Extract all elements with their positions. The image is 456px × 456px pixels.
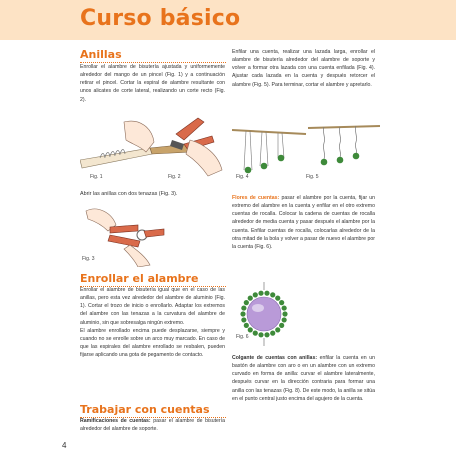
anillas-body	[80, 63, 225, 104]
trabajar-text: pasar el alambre de bisutería alrededor del alambre de soporte.	[80, 418, 225, 433]
seed-bead	[241, 317, 246, 322]
figure-4-5	[232, 120, 380, 186]
colgante-lead: Colgante de cuentas con anillas:	[232, 355, 318, 361]
page-title: Curso básico	[80, 6, 241, 31]
page-number: 4	[62, 441, 67, 450]
seed-bead	[279, 300, 284, 305]
trabajar-lead: Ramificaciones de cuentas:	[80, 418, 151, 424]
figure-6	[232, 282, 296, 346]
colgante-text: enfilar la cuenta en un bastón de alambre con aro o en un alambre con un extremo curvado en forma de anilla: curvar el alambre lateralmente, después curvar en la dirección contraria para formar una anilla con las tenazas (Fig. 8). De este modo, la anilla se sitúa en el punto central justo encima del agujero de la cuenta.	[232, 355, 375, 402]
right-top-paragraph: Enfilar una cuenta, realizar una lazada larga, enrollar el alambre de bisutería alrededor del alambre de soporte y volver a formar otra lazada con una cuenta enfilada (Fig. 4). Ajustar cada lazada en la cuenta y después retorcer el alambre (Fig. 5). Para terminar, cortar el alambre y apretarlo.	[232, 49, 375, 88]
section-title-enrollar: Enrollar el alambre	[80, 272, 226, 287]
fig-1-label: Fig. 1	[90, 174, 103, 180]
figure-3	[80, 201, 166, 267]
seed-bead	[253, 331, 258, 336]
fig-5-label: Fig. 5	[306, 174, 319, 180]
section-title-anillas: Anillas	[80, 48, 226, 63]
fig-6-label: Fig. 6	[236, 334, 249, 340]
seed-bead	[279, 323, 284, 328]
enrollar-paragraph-1: Enrollar el alambre de bisutería igual que en el caso de las anillas, pero esta vez alrededor del alambre de aluminio (Fig. 1). Cortar el trozo de inicio o enrollarlo. Adaptar los extremos del alambre con las tenazas a la curvatura del alambre de aluminio, sin que sobresalga ningún extremo.	[80, 287, 225, 326]
enrollar-body	[80, 286, 225, 359]
header-band	[0, 0, 456, 40]
seed-bead	[258, 332, 263, 337]
right-top-body	[232, 48, 375, 89]
flores-text: pasar el alambre por la cuenta, fijar un extremo del alambre en la cuenta y enfilar en el otro extremo cuentas de rocalla. Colocar la cadena de cuentas de rocalla alrededor de media cuenta y pasar después el alambre por la cuenta. Enfilar cuentas de rocalla, colocarlas alrededor de la otra mitad de la bola y volver a pasar de nuevo el alambre por la cuenta (Fig. 6).	[232, 195, 375, 250]
seed-bead	[241, 305, 246, 310]
anillas-caption: Abrir las anillas con dos tenazas (Fig. 3).	[80, 191, 178, 197]
flores-paragraph	[232, 194, 375, 251]
colgante-body	[232, 354, 375, 403]
fig-2-label: Fig. 2	[168, 174, 181, 180]
colgante-paragraph	[232, 354, 375, 403]
seed-bead	[282, 305, 287, 310]
seed-bead	[264, 332, 269, 337]
enrollar-paragraph-2: El alambre enrollado encima puede desplazarse, siempre y cuando no se enrolle sobre un arco muy marcado. En caso de que las espirales del alambre enrollado se resbalen, pueden fijarse aplicando una gota de pegamento de contacto.	[80, 327, 225, 359]
figure-1-2	[80, 114, 226, 186]
seed-bead	[248, 327, 253, 332]
flores-lead: Flores de cuentas:	[232, 195, 280, 201]
seed-bead	[240, 311, 245, 316]
flores-body	[232, 194, 375, 251]
trabajar-paragraph	[80, 417, 225, 433]
fig-3-label: Fig. 3	[82, 256, 95, 262]
seed-bead	[270, 331, 275, 336]
anillas-paragraph: Enrollar el alambre de bisutería ajustada y uniformemente alrededor del mango de un pincel (Fig. 1) y a continuación retirar el pincel. Cortar la espiral de alambre resultante con unos alicates de corte lateral, realizando un corte recto (Fig. 2).	[80, 64, 225, 103]
seed-bead	[275, 296, 280, 301]
section-title-trabajar: Trabajar con cuentas	[80, 403, 226, 418]
seed-bead	[282, 311, 287, 316]
seed-bead	[248, 296, 253, 301]
seed-bead	[275, 327, 280, 332]
seed-bead	[244, 323, 249, 328]
seed-bead	[270, 292, 275, 297]
trabajar-body	[80, 417, 225, 433]
seed-bead	[244, 300, 249, 305]
seed-bead	[282, 317, 287, 322]
seed-bead	[253, 292, 258, 297]
seed-bead	[258, 291, 263, 296]
seed-bead	[264, 291, 269, 296]
fig-4-label: Fig. 4	[236, 174, 249, 180]
